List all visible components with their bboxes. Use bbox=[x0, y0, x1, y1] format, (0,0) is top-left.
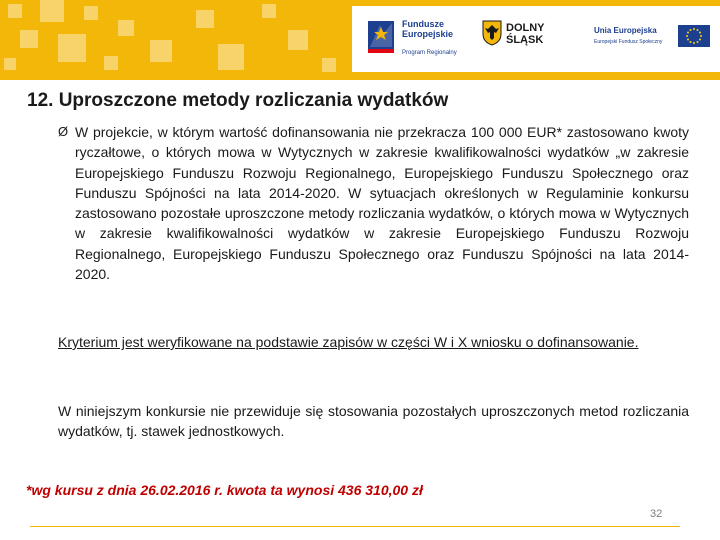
decor-square bbox=[118, 20, 134, 36]
fundusze-subtitle: Program Regionalny bbox=[402, 50, 457, 56]
dolny-line2: ŚLĄSK bbox=[506, 34, 544, 46]
arrow-bullet-icon: Ø bbox=[58, 124, 69, 139]
decor-square bbox=[4, 58, 16, 70]
decor-square bbox=[40, 0, 64, 22]
dolny-slask-logo bbox=[482, 18, 545, 58]
decor-square bbox=[288, 30, 308, 50]
decor-square bbox=[8, 4, 22, 18]
page-number: 32 bbox=[650, 508, 663, 520]
eu-flag-icon bbox=[678, 25, 710, 47]
decor-square bbox=[218, 44, 244, 70]
logo-panel bbox=[352, 6, 720, 72]
fundusze-europejskie-icon bbox=[366, 19, 396, 55]
slide-title: 12. Uproszczone metody rozliczania wydatków bbox=[27, 90, 449, 111]
paragraph-konkurs: W niniejszym konkursie nie przewiduje się stosowania pozostałych uproszczonych metod rozliczania wydatków, tj. stawek jednostkowych. bbox=[58, 403, 689, 439]
fundusze-europejskie-name bbox=[402, 19, 453, 39]
decor-square bbox=[322, 58, 336, 72]
decor-square bbox=[58, 34, 86, 62]
decor-square bbox=[150, 40, 172, 62]
fundusze-line1: Fundusze bbox=[402, 19, 444, 29]
footer-rule bbox=[30, 526, 680, 527]
dolny-line1: DOLNY bbox=[506, 22, 545, 34]
decor-square bbox=[196, 10, 214, 28]
dolny-slask-eagle-icon bbox=[482, 20, 502, 46]
unia-europejska-name: Unia Europejska bbox=[594, 26, 657, 35]
decor-square bbox=[104, 56, 118, 70]
paragraph-kryterium: Kryterium jest weryfikowane na podstawie zapisów w części W i X wniosku o dofinansowanie. bbox=[58, 334, 639, 350]
dolny-slask-name bbox=[506, 22, 545, 46]
fundusze-line2: Europejskie bbox=[402, 29, 454, 39]
unia-europejska-subtitle: Europejski Fundusz Społeczny bbox=[594, 39, 663, 45]
unia-europejska-logo bbox=[592, 22, 712, 58]
header-band bbox=[0, 0, 720, 80]
fundusze-europejskie-logo bbox=[366, 17, 466, 63]
decor-square bbox=[84, 6, 98, 20]
decor-square bbox=[20, 30, 38, 48]
decor-square bbox=[262, 4, 276, 18]
footnote-exchange-rate: *wg kursu z dnia 26.02.2016 r. kwota ta wynosi 436 310,00 zł bbox=[26, 482, 423, 498]
paragraph-kwoty-ryczaltowe: W projekcie, w którym wartość dofinansowania nie przekracza 100 000 EUR* zastosowano kwoty ryczałtowe, o których mowa w Wytycznych w zakresie kwalifikowalności wydatków „w zakresie Europejskiego Funduszu Rozwoju Regionalnego, Europejskiego Funduszu Społecznego oraz Funduszu Spójności na lata 2014-2020. W sytuacjach określonych w Regulaminie konkursu zastosowano pozostałe uproszczone metody rozliczania wydatków, o których mowa w Wytycznych w zakresie kwalifikowalności wydatków w zakresie Europejskiego Funduszu Rozwoju Regionalnego, Europejskiego Funduszu Społecznego oraz Funduszu Spójności na lata 2014-2020. bbox=[75, 124, 689, 283]
